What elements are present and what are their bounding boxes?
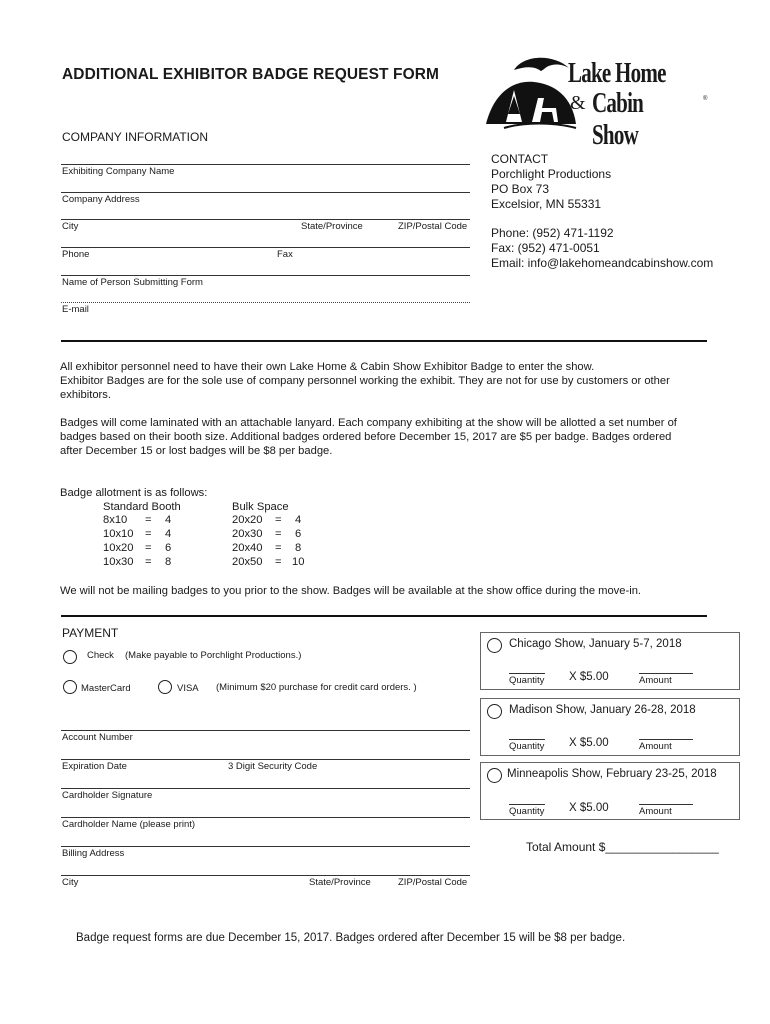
check-label: Check [87, 650, 114, 661]
check-radio[interactable] [63, 650, 77, 664]
contact-box: PO Box 73 [491, 182, 550, 196]
table-row: 10x30 [103, 556, 134, 568]
logo-line2: Cabin Show [592, 88, 644, 151]
table-row: 20x20 [232, 514, 263, 526]
table-row: 10x20 [103, 542, 134, 554]
table-row: 20x30 [232, 528, 263, 540]
table-row: 20x40 [232, 542, 263, 554]
divider [61, 340, 707, 342]
madison-price: X $5.00 [569, 737, 609, 749]
minneapolis-amount-field[interactable]: Amount [639, 806, 672, 817]
madison-amount-field[interactable]: Amount [639, 741, 672, 752]
payment-heading: PAYMENT [62, 626, 119, 640]
cardholder-name-field[interactable]: Cardholder Name (please print) [62, 819, 196, 830]
billing-zip-field[interactable]: ZIP/Postal Code [398, 877, 468, 888]
company-phone-field[interactable]: Phone [62, 249, 90, 260]
cardholder-signature-field[interactable]: Cardholder Signature [62, 790, 153, 801]
minneapolis-show-label: Minneapolis Show, February 23-25, 2018 [507, 768, 717, 780]
contact-org: Porchlight Productions [491, 167, 612, 181]
madison-quantity-field[interactable]: Quantity [509, 741, 545, 752]
contact-phone: Phone: (952) 471-1192 [491, 226, 614, 240]
standard-heading: Standard Booth [103, 501, 181, 513]
account-number-field[interactable]: Account Number [62, 732, 133, 743]
contact-fax: Fax: (952) 471-0051 [491, 241, 600, 255]
chicago-amount-field[interactable]: Amount [639, 675, 672, 686]
billing-address-field[interactable]: Billing Address [62, 848, 125, 859]
info-paragraph-2: Badges will come laminated with an attachable lanyard. Each company exhibiting at the show will be allotted a set number of badges based on their booth size. Additional badges ordered before December 15, 2017 are $5 per badge. Badges ordered after December 15 or lost badges will be $8 per badge. [60, 417, 677, 457]
minneapolis-radio[interactable] [487, 768, 502, 783]
footer-note: Badge request forms are due December 15, 2017. Badges ordered after December 15 will be $8 per badge. [76, 932, 626, 944]
chicago-price: X $5.00 [569, 671, 609, 683]
page-title: ADDITIONAL EXHIBITOR BADGE REQUEST FORM [62, 66, 440, 83]
visa-label: VISA [177, 683, 199, 694]
table-row: 20x50 [232, 556, 263, 568]
submitter-name-field[interactable]: Name of Person Submitting Form [62, 277, 203, 288]
company-state-field[interactable]: State/Province [301, 221, 363, 232]
contact-heading: CONTACT [491, 152, 549, 166]
logo-line1: Lake Home [568, 58, 666, 89]
minneapolis-price: X $5.00 [569, 802, 609, 814]
company-name-field[interactable]: Exhibiting Company Name [62, 166, 175, 177]
show-box-minneapolis [480, 762, 740, 820]
logo-reg: ® [703, 96, 708, 102]
logo-amp: & [570, 92, 586, 114]
chicago-quantity-field[interactable]: Quantity [509, 675, 545, 686]
company-city-field[interactable]: City [62, 221, 79, 232]
expiration-date-field[interactable]: Expiration Date [62, 761, 127, 772]
total-amount-field[interactable]: Total Amount $_________________ [526, 840, 719, 854]
divider [61, 615, 707, 617]
allotment-heading: Badge allotment is as follows: [60, 487, 208, 499]
mastercard-radio[interactable] [63, 680, 77, 694]
company-address-field[interactable]: Company Address [62, 194, 140, 205]
billing-state-field[interactable]: State/Province [309, 877, 371, 888]
company-email-field[interactable]: E-mail [62, 304, 89, 315]
contact-email: Email: info@lakehomeandcabinshow.com [491, 256, 714, 270]
mailing-note: We will not be mailing badges to you prior to the show. Badges will be available at the show office during the move-in. [60, 585, 642, 597]
table-row: 8x10 [103, 514, 128, 526]
show-box-madison [480, 698, 740, 756]
bulk-heading: Bulk Space [232, 501, 289, 513]
info-paragraph-1: All exhibitor personnel need to have their own Lake Home & Cabin Show Exhibitor Badge to enter the show. Exhibitor Badges are for the sole use of company personnel working the exhibit. They are not for use by customers or other exhibitors. [60, 361, 670, 401]
madison-show-label: Madison Show, January 26-28, 2018 [509, 704, 696, 716]
table-row: 10x10 [103, 528, 134, 540]
madison-radio[interactable] [487, 704, 502, 719]
company-heading: COMPANY INFORMATION [62, 130, 209, 144]
chicago-show-label: Chicago Show, January 5-7, 2018 [509, 638, 682, 650]
contact-city: Excelsior, MN 55331 [491, 197, 602, 211]
minneapolis-quantity-field[interactable]: Quantity [509, 806, 545, 817]
mastercard-label: MasterCard [81, 683, 131, 694]
check-note: (Make payable to Porchlight Productions.) [125, 650, 302, 661]
security-code-field[interactable]: 3 Digit Security Code [228, 761, 318, 772]
min-purchase-note: (Minimum $20 purchase for credit card orders. ) [216, 682, 417, 693]
logo [484, 52, 714, 151]
show-box-chicago [480, 632, 740, 690]
chicago-radio[interactable] [487, 638, 502, 653]
visa-radio[interactable] [158, 680, 172, 694]
company-zip-field[interactable]: ZIP/Postal Code [398, 221, 468, 232]
billing-city-field[interactable]: City [62, 877, 79, 888]
company-fax-field[interactable]: Fax [277, 249, 293, 260]
contact-block [491, 152, 713, 271]
